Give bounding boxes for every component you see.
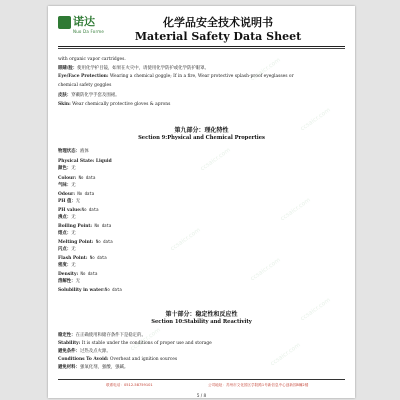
section-9-title-en: Section 9:Physical and Chemical Properties	[138, 135, 265, 141]
intro-line: Eye/Face Protection: Wearing a chemical goggle; If in a fire, Wear protective splash-proof eyeglasses or	[58, 74, 294, 79]
logo-text: 诺达	[73, 15, 95, 28]
section-10-title-cn: 第十部分：稳定性和反应性	[165, 311, 238, 318]
watermark: ccsaicr.com	[279, 196, 312, 223]
footer-address: 公司地址：苏州市文化园区学院路1号新信息中心创新园8幢2楼	[208, 383, 309, 387]
stability-field: 避免材料：强氧化剂，强酸，强碱。	[58, 365, 129, 370]
intro-line: Skin: Wear chemically protective gloves & aprons	[58, 102, 171, 107]
title-english: Material Safety Data Sheet	[134, 30, 302, 43]
watermark: ccsaicr.com	[199, 146, 232, 173]
company-logo	[58, 15, 113, 37]
property-field: Physical State: Liquid	[58, 159, 112, 164]
property-field: 熔点：无	[58, 231, 76, 236]
title-chinese: 化学品安全技术说明书	[163, 16, 273, 29]
property-field: Melting Point: No data	[58, 239, 113, 245]
property-field: PH value:No data	[58, 207, 99, 213]
stability-field: 避免条件：过热及点火源。	[58, 349, 111, 354]
property-field: Odour: No data	[58, 191, 95, 197]
section-10-title-en: Section 10:Stability and Reactivity	[151, 319, 252, 325]
section-9-title-cn: 第九部分：理化特性	[174, 127, 229, 134]
logo-mark-icon	[58, 16, 71, 29]
document-page	[48, 6, 355, 398]
property-field: 沸点：无	[58, 215, 76, 220]
intro-line: 皮肤：穿戴防化学手套及围裙。	[58, 93, 120, 98]
property-field: Flash Point: No data	[58, 255, 107, 261]
stability-field: Stability: It is stable under the conditions of proper use and storage	[58, 341, 212, 346]
property-field: 颜色：无	[58, 166, 76, 171]
footer-phone: 联系电话：0512-58759101	[106, 383, 153, 387]
stability-field: 稳定性：在正确使用和储存条件下是稳定的。	[58, 333, 146, 338]
watermark: ccsaicr.com	[299, 296, 332, 323]
header-rule	[58, 46, 345, 47]
watermark: ccsaicr.com	[129, 326, 162, 353]
property-field: Colour: No data	[58, 175, 96, 181]
property-field: Density: No data	[58, 271, 98, 277]
page-number: 5 / 8	[196, 393, 207, 398]
logo-subtext: Nuo Da Forme	[73, 29, 104, 34]
watermark: ccsaicr.com	[249, 256, 282, 283]
stability-field: Conditions To Avoid: Overheat and ignition sources	[58, 357, 178, 362]
intro-line: chemical safety goggles	[58, 83, 112, 88]
property-field: 物理状态：液体	[58, 149, 89, 154]
intro-line: with organic vapor cartridges.	[58, 57, 126, 62]
property-field: Solubility in water:No data	[58, 287, 122, 293]
property-field: Boiling Point: No data	[58, 223, 112, 229]
watermark: ccsaicr.com	[299, 106, 332, 133]
footer-rule	[58, 379, 345, 380]
property-field: 密度：无	[58, 263, 76, 268]
watermark: ccsaicr.com	[249, 56, 282, 83]
watermark: ccsaicr.com	[269, 341, 302, 368]
property-field: 闪点：无	[58, 247, 76, 252]
property-field: 溶解性：无	[58, 279, 80, 284]
intro-line: 眼睛/脸：使用化学护目镜，如果在火灾中，请使用化学防护或化学防护眼罩。	[58, 66, 209, 71]
property-field: 气味：无	[58, 183, 76, 188]
header-rule-thin	[58, 48, 345, 49]
property-field: PH 值：无	[58, 199, 81, 204]
watermark: ccsaicr.com	[169, 226, 202, 253]
